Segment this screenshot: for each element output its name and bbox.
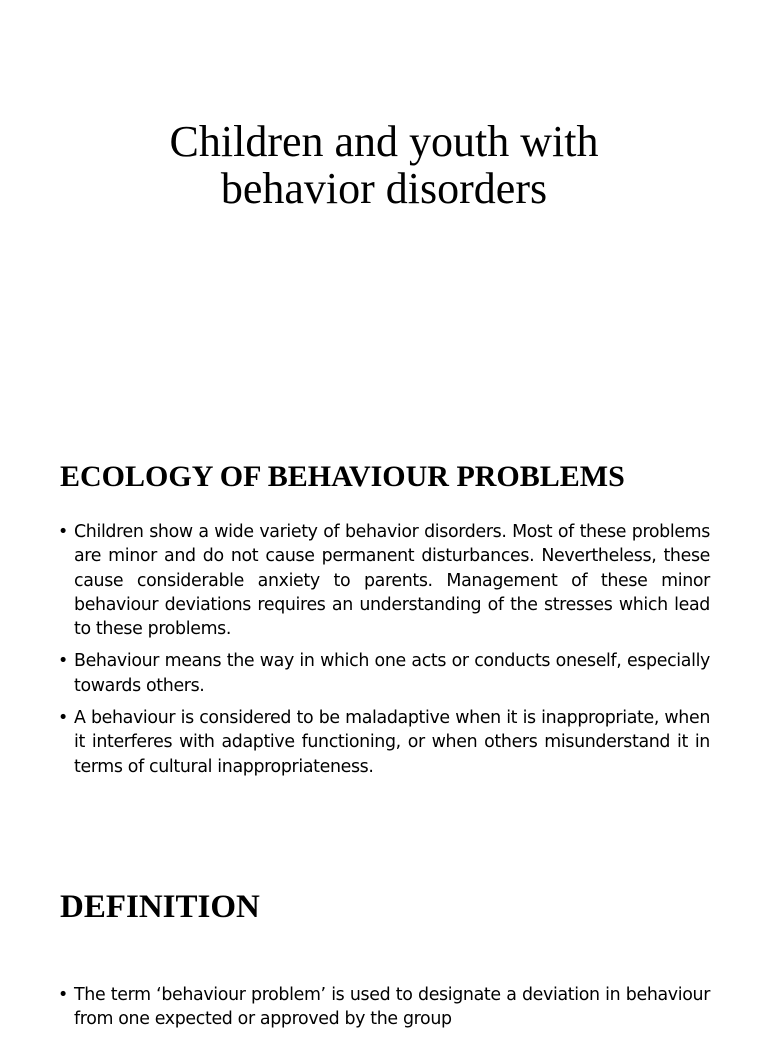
bullet-item (58, 983, 710, 1032)
bullet-text: Behaviour means the way in which one acts or conducts oneself, especially towards others. (74, 651, 710, 696)
bullet-dot: • (58, 985, 68, 1005)
bullet-item (58, 649, 710, 698)
bullet-item (58, 520, 710, 641)
section-heading-definition: DEFINITION (60, 889, 260, 925)
definition-bullet-list (58, 983, 710, 1040)
ecology-bullet-list (58, 520, 710, 787)
title-line-2: behavior disorders (220, 164, 548, 213)
bullet-dot: • (58, 522, 68, 542)
slide-title (60, 118, 708, 212)
section-heading-ecology: ECOLOGY OF BEHAVIOUR PROBLEMS (60, 460, 625, 493)
bullet-dot: • (58, 651, 68, 672)
bullet-text: A behaviour is considered to be maladaptive when it is inappropriate, when it interferes with adaptive functioning, or when others misunderstand it in terms of cultural inappropriateness. (74, 708, 710, 777)
bullet-dot: • (58, 708, 68, 729)
bullet-item (58, 706, 710, 779)
bullet-text: The term ‘behaviour problem’ is used to designate a deviation in behaviour from one expected or approved by the group (74, 985, 710, 1030)
bullet-text: Children show a wide variety of behavior disorders. Most of these problems are minor and do not cause permanent disturbances. Nevertheless, these cause considerable anxiety to parents. Management of these minor behaviour deviations requires an understanding of the stresses which lead to these problems. (74, 522, 710, 640)
title-line-1: Children and youth with (169, 117, 599, 166)
